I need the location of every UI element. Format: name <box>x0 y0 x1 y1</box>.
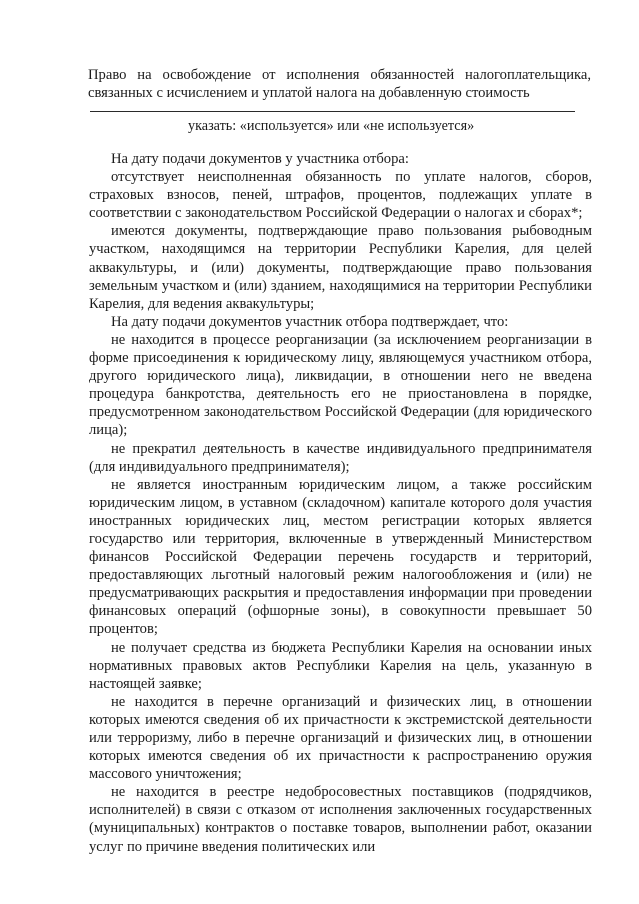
paragraph-no-tax-debt: отсутствует неисполненная обязанность по уплате налогов, сборов, страховых взносов, пеней, штрафов, процентов, подлежащих уплате в соответствии с законодательством Российской Федерации о налогах и сборах*; <box>89 169 592 222</box>
paragraph-intro-date: На дату подачи документов у участника отбора: <box>111 151 409 167</box>
paragraph-not-in-extremist-list: не находится в перечне организаций и физических лиц, в отношении которых имеются сведения об их причастности к экстремистской деятельности или терроризму, либо в перечне организаций и физических лиц, в отношении которых имеются сведения об их причастности к распространению оружия массового уничтожения; <box>89 693 592 783</box>
paragraph-confirms-intro: На дату подачи документов участник отбора подтверждает, что: <box>111 313 509 330</box>
paragraph-not-reorganizing: не находится в процессе реорганизации (за исключением реорганизации в форме присоединения к юридическому лицу, являющемуся участником отбора, другого юридического лица), ликвидации, в отношении него не введена процедура банкротства, деятельность его не приостановлена в порядке, предусмотренном законодательством Российской Федерации (для юридического лица); <box>89 331 592 439</box>
paragraph-not-in-unreliable-suppliers: не находится в реестре недобросовестных поставщиков (подрядчиков, исполнителей) в связи с отказом от исполнения заключенных государственных (муниципальных) контрактов о поставке товаров, выполнении работ, оказании услуг по причине введения политических или <box>89 784 592 855</box>
document-body <box>89 150 592 856</box>
paragraph-not-foreign-entity: не является иностранным юридическим лицом, а также российским юридическим лицом, в уставном (складочном) капитале которого доля участия иностранных юридических лиц, местом регистрации которых является государство или территория, включенные в утвержденный Министерством финансов Российской Федерации перечень государств и территорий, предоставляющих льготный налоговый режим налогообложения и (или) не предусматривающих раскрытия и предоставления информации при проведении финансовых операций (офшорные зоны), в совокупности превышает 50 процентов; <box>89 476 592 638</box>
fill-in-caption: указать: «используется» или «не используется» <box>188 118 475 134</box>
paragraph-no-other-budget-funds: не получает средства из бюджета Республики Карелия на основании иных нормативных правовых актов Республики Карелия на цель, указанную в настоящей заявке; <box>89 639 592 692</box>
paragraph-fish-plot-documents: имеются документы, подтверждающие право пользования рыбоводным участком, находящимся на территории Республики Карелия, для целей аквакультуры, и (или) документы, подтверждающие право пользования земельным участком и (или) зданием, находящимися на территории Республики Карелия, для ведения аквакультуры; <box>89 223 592 312</box>
fill-in-line <box>90 111 575 112</box>
paragraph-not-ceased-activity: не прекратил деятельность в качестве индивидуального предпринимателя (для индивидуального предпринимателя); <box>89 440 592 475</box>
section-heading: Право на освобождение от исполнения обязанностей налогоплательщика, связанных с исчислением и уплатой налога на добавленную стоимость <box>88 67 591 101</box>
